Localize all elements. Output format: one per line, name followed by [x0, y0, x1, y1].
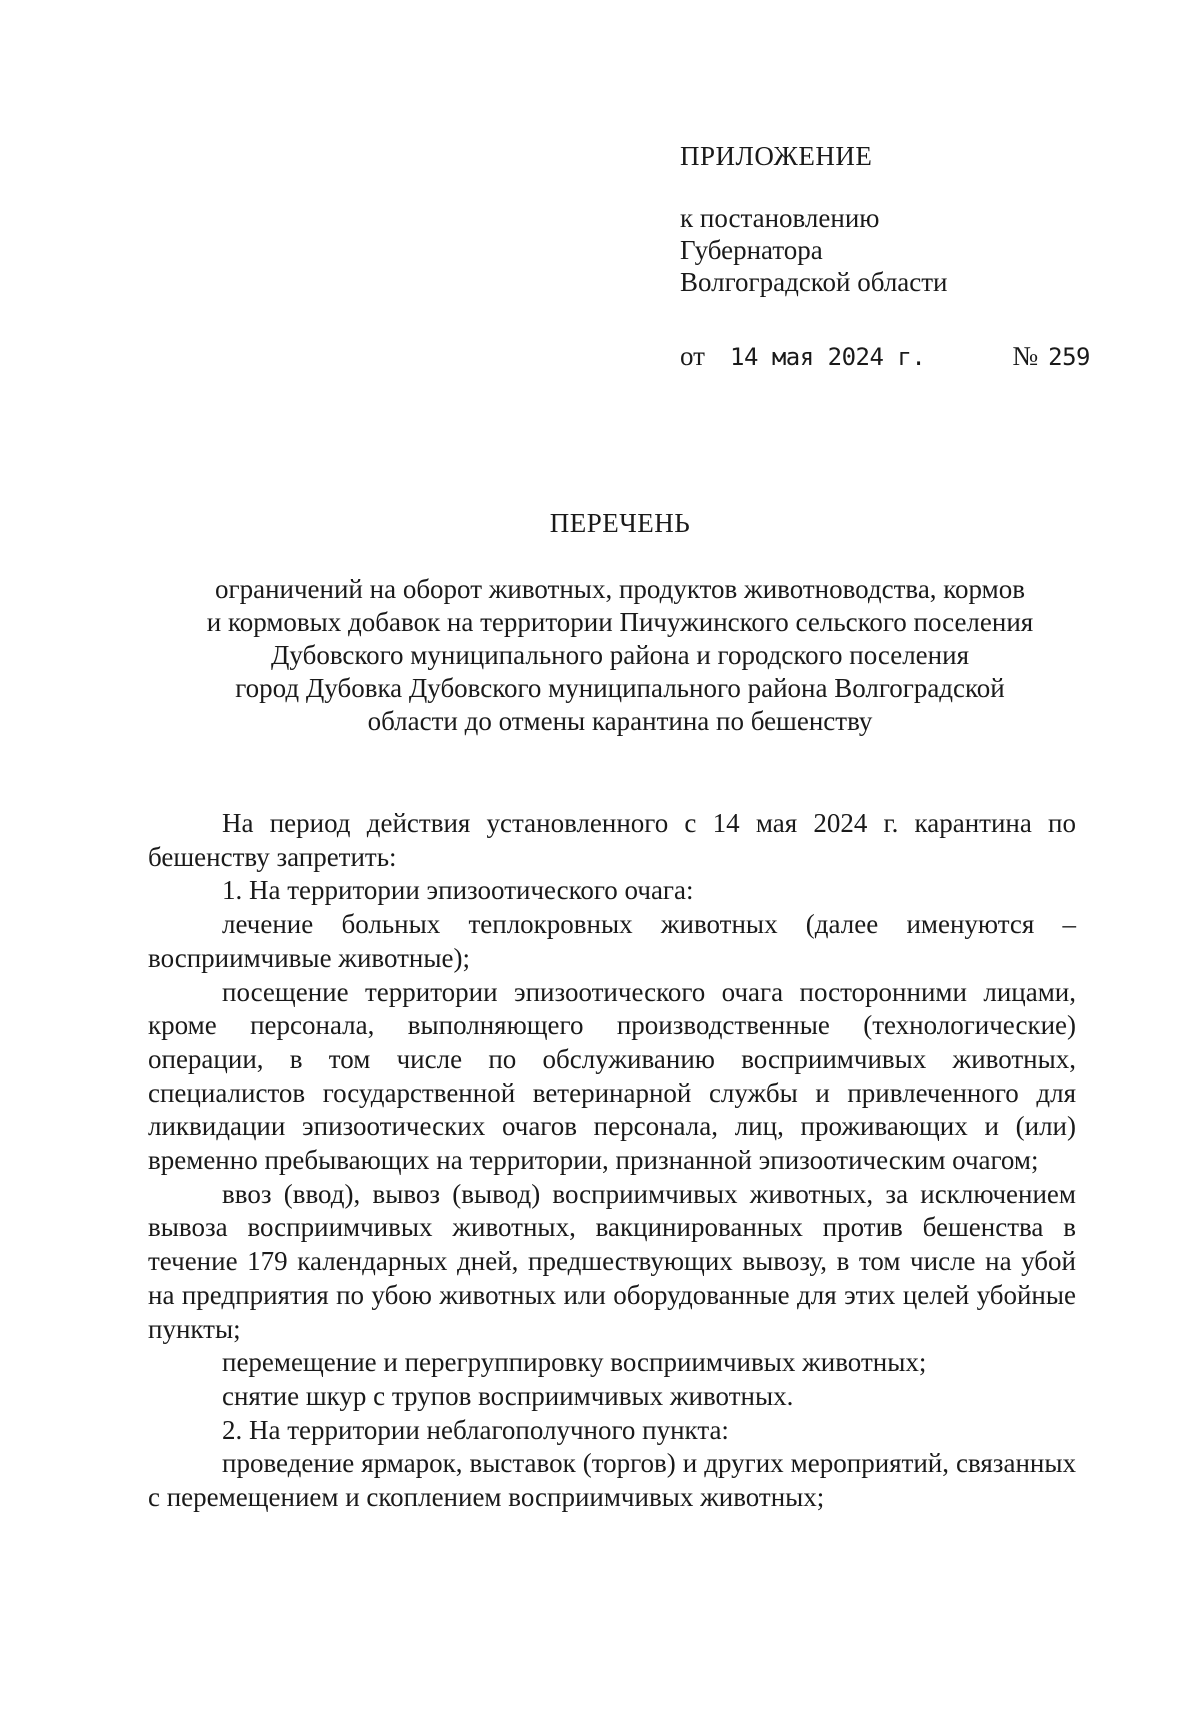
appendix-line: к постановлению	[680, 203, 880, 233]
number-sign: №	[1012, 341, 1039, 371]
document-body	[148, 807, 1076, 1515]
appendix-line: Волгоградской области	[680, 267, 948, 297]
body-paragraph: перемещение и перегруппировку восприимчивых животных;	[222, 1347, 927, 1378]
decree-date-line	[680, 340, 1090, 373]
body-paragraph: На период действия установленного с 14 мая 2024 г. карантина по бешенству запретить:	[148, 808, 1076, 872]
subtitle-line: области до отмены карантина по бешенству	[367, 706, 873, 736]
body-paragraph: 1. На территории эпизоотического очага:	[222, 875, 694, 906]
document-subtitle	[150, 573, 1090, 738]
appendix-title: ПРИЛОЖЕНИЕ	[680, 141, 873, 171]
decree-date: 14 мая 2024 г.	[730, 343, 926, 371]
appendix-header	[680, 140, 948, 298]
document-title: ПЕРЕЧЕНЬ	[549, 508, 691, 538]
date-prefix: от	[680, 341, 705, 371]
body-paragraph: 2. На территории неблагополучного пункта:	[222, 1414, 729, 1445]
appendix-line: Губернатора	[680, 235, 823, 265]
subtitle-line: город Дубовка Дубовского муниципального района Волгоградской	[235, 673, 1005, 703]
body-paragraph: снятие шкур с трупов восприимчивых животных.	[222, 1380, 794, 1411]
subtitle-line: ограничений на оборот животных, продуктов животноводства, кормов	[215, 574, 1025, 604]
body-paragraph: посещение территории эпизоотического очага посторонними лицами, кроме персонала, выполняющего производственные (технологические) операции, в том числе по обслуживанию восприимчивых животных, специалистов государственной ветеринарной службы и привлеченного для ликвидации эпизоотических очагов персонала, лиц, проживающих и (или) временно пребывающих на территории, признанной эпизоотическим очагом;	[148, 976, 1076, 1176]
decree-number: 259	[1048, 343, 1090, 371]
decree-number-block	[1012, 340, 1090, 373]
body-paragraph: лечение больных теплокровных животных (далее именуются – восприимчивые животные);	[148, 909, 1076, 973]
body-paragraph: проведение ярмарок, выставок (торгов) и других мероприятий, связанных с перемещением и скоплением восприимчивых животных;	[148, 1448, 1076, 1513]
body-paragraph: ввоз (ввод), вывоз (вывод) восприимчивых животных, за исключением вывоза восприимчивых животных, вакцинированных против бешенства в течение 179 календарных дней, предшествующих вывозу, в том числе на убой на предприятия по убою животных или оборудованные для этих целей убойные пункты;	[148, 1178, 1076, 1344]
subtitle-line: Дубовского муниципального района и городского поселения	[271, 640, 969, 670]
subtitle-line: и кормовых добавок на территории Пичужинского сельского поселения	[206, 607, 1034, 637]
